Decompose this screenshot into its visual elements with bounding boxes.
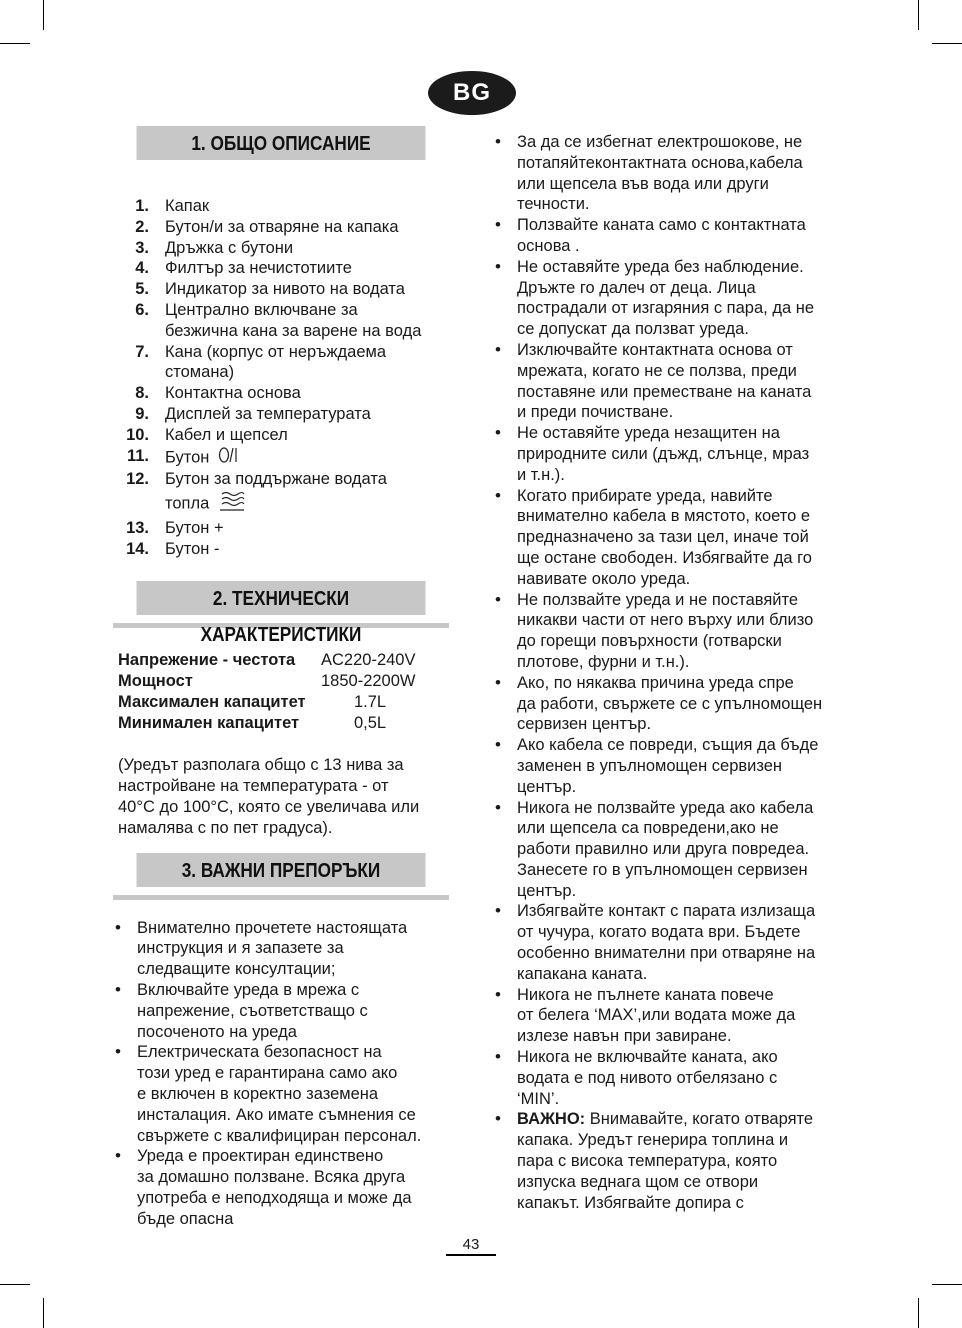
text-line: Включвайте уреда в мрежа с	[137, 980, 360, 999]
crop-mark	[43, 0, 44, 30]
parts-list-item	[113, 279, 449, 300]
spec-value: 1.7L	[354, 692, 387, 711]
recommendation-item	[493, 590, 838, 673]
text-line: Ползвайте каната само с контактната	[517, 216, 806, 235]
text-line: този уред е гарантирана само ако	[137, 1064, 398, 1083]
important-label: ВАЖНО:	[517, 1110, 586, 1129]
item-number: 13.	[126, 518, 149, 537]
text-line: внимателно кабела в мястото, което е	[517, 507, 811, 526]
parts-list-item	[113, 425, 449, 446]
text-line: от чучура, когато водата ври. Бъдете	[517, 923, 801, 942]
section-3-title: 3. ВАЖНИ ПРЕПОРЪКИ	[137, 853, 426, 887]
item-number: 10.	[126, 425, 149, 444]
recommendation-item	[113, 980, 449, 1042]
text-line: природните сили (дъжд, слънце, мраз	[517, 444, 810, 463]
item-text	[165, 217, 449, 238]
recommendations-list-left	[113, 918, 449, 1230]
spec-label: Мощност	[118, 671, 193, 690]
parts-list	[113, 196, 449, 560]
text-line: За да се избегнат електрошокове, не	[517, 133, 803, 151]
specs-table	[118, 650, 415, 734]
item-number: 6.	[135, 300, 149, 319]
recommendations-list-right	[493, 132, 838, 1213]
text-line: Контактна основа	[165, 384, 301, 403]
text-line: никакви части от него върху или близо	[517, 611, 814, 630]
recommendation-item	[493, 215, 838, 257]
parts-list-item	[113, 300, 449, 342]
crop-mark	[932, 43, 962, 44]
right-column	[493, 132, 838, 1213]
parts-list-item	[113, 238, 449, 259]
recommendation-item	[493, 340, 838, 423]
text-line: свържете с квалифициран персонал.	[137, 1126, 422, 1145]
text-line: пострадали от изгаряния с пара, да не	[517, 299, 814, 318]
crop-mark	[43, 1298, 44, 1328]
text-line: за домашно ползване. Всяка друга	[137, 1168, 406, 1187]
crop-mark	[918, 0, 919, 30]
parts-list-item	[113, 196, 449, 217]
text-line: плотове, фурни и т.н.).	[517, 652, 690, 671]
text-line: Когато прибирате уреда, навийте	[517, 486, 773, 505]
text-line: Индикатор за нивото на водата	[165, 280, 405, 299]
recommendation-item	[493, 673, 838, 735]
item-number: 11.	[126, 446, 149, 465]
item-text	[165, 425, 449, 446]
text-line: Ако, по някаква причина уреда спре	[517, 673, 794, 692]
recommendation-item	[113, 918, 449, 980]
text-line: поставяне или преместване на каната	[517, 382, 812, 401]
text-line: Никога не включвайте каната, ако	[517, 1048, 778, 1067]
spec-value: 0,5L	[354, 713, 387, 732]
text-line: инсталация. Ако имате съмнения се	[137, 1105, 416, 1124]
text-line: напрежение, съответстващо с	[137, 1001, 368, 1020]
page-number: 43	[462, 1236, 480, 1253]
text-line: навивате около уреда.	[517, 569, 691, 588]
text-line: Бутон за поддържане водата	[165, 470, 387, 489]
text-line: Кабел и щепсел	[165, 425, 288, 444]
text-line: Уреда е проектиран единствено	[137, 1147, 384, 1166]
recommendation-item	[113, 1042, 449, 1146]
text-line: Бутон +	[165, 518, 224, 537]
text-line: Избягвайте контакт с парата излизаща	[517, 902, 816, 921]
text-line: бъде опасна	[137, 1209, 234, 1228]
text-line: основа .	[517, 236, 580, 255]
item-text	[165, 539, 449, 560]
spec-label: Напрежение - честота	[118, 650, 296, 669]
section-3-header	[113, 853, 449, 887]
spec-row	[118, 692, 415, 713]
text-line: център.	[517, 881, 577, 900]
text-line: Кана (корпус от неръждаема	[165, 342, 387, 361]
text-line: Капак	[165, 197, 210, 215]
spec-row	[118, 713, 415, 734]
item-text	[165, 469, 449, 518]
recommendation-item	[493, 985, 838, 1047]
section-1-header	[113, 126, 449, 160]
text-line: е включен в коректно заземена	[137, 1084, 379, 1103]
item-number: 7.	[135, 342, 149, 361]
text-line: инструкция и я запазете за	[137, 939, 344, 958]
text-line: Не оставяйте уреда без наблюдение.	[517, 257, 804, 276]
text-line: работи правилно или друга повредеа.	[517, 840, 810, 859]
item-number: 4.	[135, 259, 149, 278]
text-line: посоченото на уреда	[137, 1022, 297, 1041]
text-line: да работи, свържете се с упълномощен	[517, 694, 823, 713]
parts-list-item	[113, 518, 449, 539]
item-text	[165, 238, 449, 259]
recommendation-item	[113, 1146, 449, 1229]
item-number: 9.	[135, 404, 149, 423]
text-line: капака. Уредът генерира топлина и	[517, 1131, 789, 1150]
text-line: Изключвайте контактната основа от	[517, 340, 793, 359]
item-number: 5.	[135, 280, 149, 299]
text-line: Филтър за нечистотиите	[165, 259, 352, 278]
text-line: център.	[517, 777, 577, 796]
text-line: Бутон -	[165, 539, 220, 558]
recommendation-item	[493, 423, 838, 485]
text-line: или щепсела са повредени,ако не	[517, 819, 779, 838]
text-line: намалява с по пет градуса).	[118, 818, 333, 837]
power-button-icon	[217, 446, 239, 470]
crop-mark	[0, 1284, 30, 1285]
text-line: Бутон	[165, 447, 210, 466]
spec-row	[118, 650, 415, 671]
left-column	[113, 126, 449, 1230]
parts-list-item	[113, 342, 449, 384]
spec-row	[118, 671, 415, 692]
text-line: или щепсела във вода или други	[517, 174, 769, 193]
text-line: пара с висока температура, която	[517, 1152, 778, 1171]
text-line: (Уредът разполага общо с 13 нива за	[118, 755, 404, 774]
text-line: Внимавайте, когато отваряте	[585, 1110, 814, 1129]
text-line: Никога не пълнете каната повече	[517, 985, 774, 1004]
text-line: излезе навън при завиране.	[517, 1027, 732, 1046]
item-text	[165, 446, 449, 470]
text-line: предназначено за тази цел, иначе той	[517, 528, 809, 547]
item-number: 12.	[126, 470, 149, 489]
text-line: Не ползвайте уреда и не поставяйте	[517, 590, 799, 609]
item-number: 3.	[135, 238, 149, 257]
text-line: и преди почистване.	[517, 403, 674, 422]
spec-label: Минимален капацитет	[118, 713, 300, 732]
recommendation-item	[493, 257, 838, 340]
text-line: Дръжка с бутони	[165, 238, 294, 257]
text-line: Централно включване за	[165, 300, 358, 319]
text-line: Дисплей за температурата	[165, 404, 371, 423]
item-text	[165, 518, 449, 539]
parts-list-item	[113, 446, 449, 470]
item-text	[165, 383, 449, 404]
item-text	[165, 279, 449, 300]
text-line: безжична кана за варене на вода	[165, 321, 422, 340]
text-line: се допускат да ползват уреда.	[517, 320, 749, 339]
text-line: Електрическата безопасност на	[137, 1043, 382, 1062]
temperature-note	[118, 755, 448, 839]
recommendation-item	[493, 1047, 838, 1109]
text-line: от белега ‘MAX’,или водата може да	[517, 1006, 796, 1025]
page-number-rule	[446, 1254, 496, 1256]
text-line: 40°C до 100°C, която се увеличава или	[118, 797, 420, 816]
text-line: Бутон/и за отваряне на капака	[165, 217, 399, 236]
crop-mark	[918, 1298, 919, 1328]
text-line: Ако кабела се повреди, същия да бъде	[517, 736, 819, 755]
text-line: топла	[165, 494, 210, 513]
section-divider	[113, 895, 449, 900]
text-line: Дръжте го далеч от деца. Лица	[517, 278, 756, 297]
text-line: Никога не ползвайте уреда ако кабела	[517, 798, 814, 817]
language-badge: BG	[428, 71, 516, 115]
text-line: капакана каната.	[517, 964, 648, 983]
recommendation-item	[493, 1109, 838, 1213]
section-2-title: 2. ТЕХНИЧЕСКИ ХАРАКТЕРИСТИКИ	[137, 581, 426, 615]
text-line: изпуска веднага щом се отвори	[517, 1172, 759, 1191]
text-line: стомана)	[165, 363, 235, 382]
recommendation-item	[493, 901, 838, 984]
text-line: употреба е неподходяща и може да	[137, 1188, 412, 1207]
recommendation-item	[493, 132, 838, 215]
recommendation-item	[493, 798, 838, 902]
text-line: течности.	[517, 195, 590, 214]
text-line: Занесете го в упълномощен сервизен	[517, 860, 808, 879]
text-line: капакът. Избягвайте допира с	[517, 1193, 744, 1212]
parts-list-item	[113, 383, 449, 404]
parts-list-item	[113, 258, 449, 279]
spec-value: AC220-240V	[321, 650, 416, 669]
text-line: следващите консултации;	[137, 960, 336, 979]
section-1-title: 1. ОБЩО ОПИСАНИЕ	[137, 126, 426, 160]
keep-warm-icon	[219, 490, 245, 518]
parts-list-item	[113, 539, 449, 560]
text-line: сервизен център.	[517, 715, 652, 734]
item-number: 8.	[135, 384, 149, 403]
recommendation-item	[493, 486, 838, 590]
text-line: потапяйтеконтактната основа,кабела	[517, 153, 803, 172]
text-line: особенно внимателни при отваряне на	[517, 944, 816, 963]
text-line: Внимателно прочетете настоящата	[137, 918, 408, 937]
parts-list-item	[113, 404, 449, 425]
recommendation-item	[493, 735, 838, 797]
spec-label: Максимален капацитет	[118, 692, 306, 711]
section-2-header	[113, 581, 449, 646]
item-text	[165, 258, 449, 279]
crop-mark	[932, 1284, 962, 1285]
spec-value: 1850-2200W	[321, 671, 416, 690]
text-line: до горещи повърхности (готварски	[517, 632, 782, 651]
text-line: настройване на температурата - от	[118, 776, 389, 795]
text-line: Не оставяйте уреда незащитен на	[517, 424, 780, 443]
text-line: ‘MIN’.	[517, 1089, 560, 1108]
item-number: 2.	[135, 217, 149, 236]
item-text	[165, 342, 449, 384]
text-line: мрежата, когато не се ползва, преди	[517, 361, 797, 380]
item-number: 1.	[135, 197, 149, 215]
text-line: водата е под нивото отбелязано с	[517, 1068, 778, 1087]
parts-list-item	[113, 217, 449, 238]
text-line: и т.н.).	[517, 465, 565, 484]
crop-mark	[0, 43, 30, 44]
item-text	[165, 300, 449, 342]
text-line: заменен в упълномощен сервизен	[517, 756, 783, 775]
parts-list-item	[113, 469, 449, 518]
item-text	[165, 196, 449, 217]
item-number: 14.	[126, 539, 149, 558]
item-text	[165, 404, 449, 425]
text-line: ще остане свободен. Избягвайте да го	[517, 548, 812, 567]
